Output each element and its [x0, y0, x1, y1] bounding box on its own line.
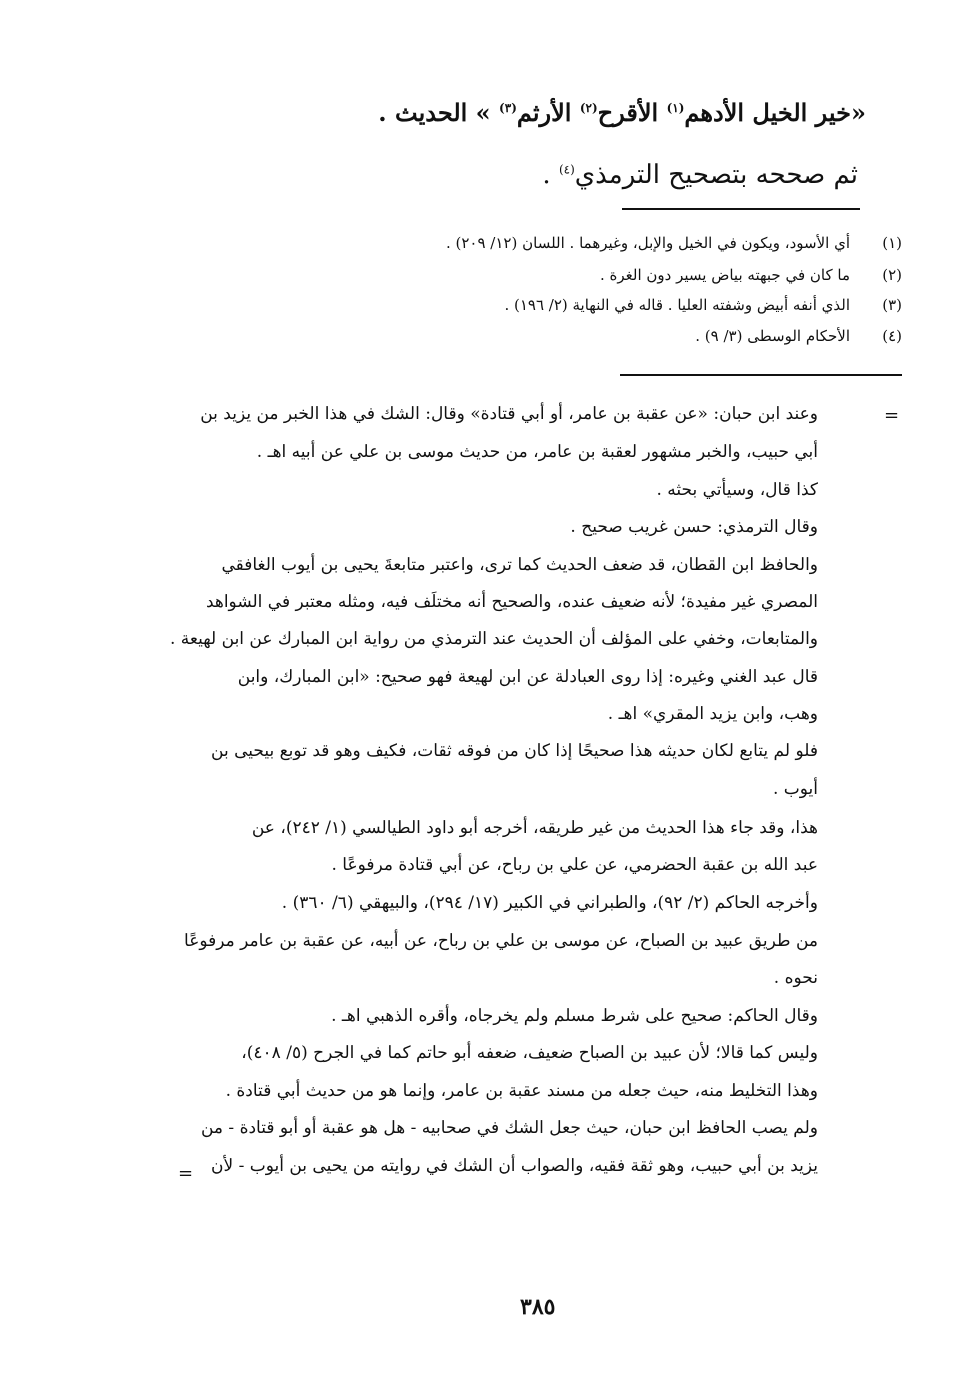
commentary-line: وقال الحاكم: صحيح على شرط مسلم ولم يخرجاه، وأقره الذهبي اهـ . [331, 1006, 818, 1026]
commentary-line: هذا، وقد جاء هذا الحديث من غير طريقه، أخرجه أبو داود الطيالسي (١/ ٢٤٢)، عن [251, 818, 818, 838]
commentary-line: وقال الترمذي: حسن غريب صحيح . [570, 517, 818, 537]
commentary-line: ولم يصب الحافظ ابن حبان، حيث جعل الشك في صحابيه - هل هو عقبة أو أبو قتادة - من [200, 1118, 818, 1138]
footnote-text: أي الأسود، ويكون في الخيل والإبل، وغيرهما . اللسان (١٢/ ٢٠٩) . [445, 234, 850, 252]
footnote-ref-2[interactable]: (٢) [579, 101, 598, 115]
footnote-text: ما كان في جبهته بياض يسير دون الغرة . [599, 266, 850, 284]
commentary-line: عبد الله بن عقبة الحضرمي، عن علي بن رباح، عن أبي قتادة مرفوعًا . [331, 855, 818, 875]
footnote-text: الذي أنفه أبيض وشفته العليا . قاله في النهاية (٢/ ١٩٦) . [504, 296, 850, 314]
commentary-line: والحافظ ابن القطان، قد ضعف الحديث كما ترى، واعتبر متابعةَ يحيى بن أيوب الغافقي [221, 555, 818, 575]
commentary-line: وهذا التخليط منه، حيث جعله من مسند عقبة بن عامر، وإنما هو من حديث أبي قتادة . [225, 1081, 818, 1101]
commentary-line: وأخرجه الحاكم (٢/ ٩٢)، والطبراني في الكبير (١٧/ ٢٩٤)، والبيهقي (٦/ ٣٦٠) . [281, 893, 818, 913]
commentary-line: فلو لم يتابع لكان حديثه هذا صحيحًا إذا كان من فوقه ثقات، فكيف وهو قد توبع بيحيى بن [211, 741, 818, 761]
footnote-ref-3[interactable]: (٣) [499, 101, 517, 115]
commentary-line: أبي حبيب، والخبر مشهور لعقبة بن عامر، من حديث موسى بن علي عن أبيه اهـ . [256, 442, 818, 462]
hadith-segment-2: الأقرح [597, 98, 667, 127]
commentary-line: وليس كما قالا؛ لأن عبيد بن الصباح ضعيف، ضعفه أبو حاتم كما في الجرح (٥/ ٤٠٨)، [241, 1043, 818, 1063]
commentary-line: المصري غير مفيدة؛ لأنه ضعيف عنده، والصحيح أنه مختلَف فيه، ومثله معتبر في الشواهد [205, 592, 818, 612]
footnote-ref-1[interactable]: (١) [666, 101, 685, 115]
commentary-line: أيوب . [772, 779, 818, 799]
commentary-line: من طريق عبيد بن الصباح، عن موسى بن علي بن رباح، عن أبيه، عن عقبة بن عامر مرفوعًا [184, 931, 818, 951]
hadith-segment-4: » الحديث . [378, 98, 500, 127]
main-segment-1: ثم صححه بتصحيح الترمذي [574, 160, 858, 190]
commentary-line: كذا قال، وسيأتي بحثه . [656, 480, 818, 500]
commentary-block [169, 0, 818, 1396]
commentary-line: نحوه . [773, 968, 818, 988]
commentary-line: يزيد بن أبي حبيب، وهو ثقة فقيه، والصواب أن الشك في روايته من يحيى بن أيوب - لأن [210, 1156, 818, 1176]
continuation-mark-top: = [884, 405, 900, 426]
footnote-number: (١) [882, 234, 902, 252]
commentary-line: وعند ابن حبان: «عن عقبة بن عامر، أو أبي قتادة» وقال: الشك في هذا الخبر من يزيد بن [200, 404, 818, 424]
continuation-mark-bottom: = [178, 1163, 194, 1184]
commentary-line: والمتابعات، وخفي على المؤلف أن الحديث عند الترمذي من رواية ابن المبارك عن ابن لهيعة . [169, 629, 818, 649]
footnote-text: الأحكام الوسطى (٣/ ٩) . [695, 327, 850, 345]
footnote-number: (٣) [882, 296, 902, 314]
main-segment-2: . [542, 160, 559, 190]
commentary-line: وهب، وابن يزيد المقري» اهـ . [607, 704, 818, 724]
hadith-segment-3: الأرثم [516, 98, 580, 127]
footnote-number: (٢) [882, 266, 902, 284]
footnote-number: (٤) [882, 327, 902, 345]
page-number: ٣٨٥ [520, 1294, 556, 1320]
hadith-segment-1: خير الخيل الأدهم [684, 98, 851, 127]
quote-open: « [851, 98, 866, 127]
commentary-line: قال عبد الغني وغيره: إذا روى العبادلة عن ابن لهيعة فهو صحيح: «ابن المبارك، وابن [237, 667, 818, 687]
footnote-ref-4[interactable]: (٤) [558, 162, 575, 177]
